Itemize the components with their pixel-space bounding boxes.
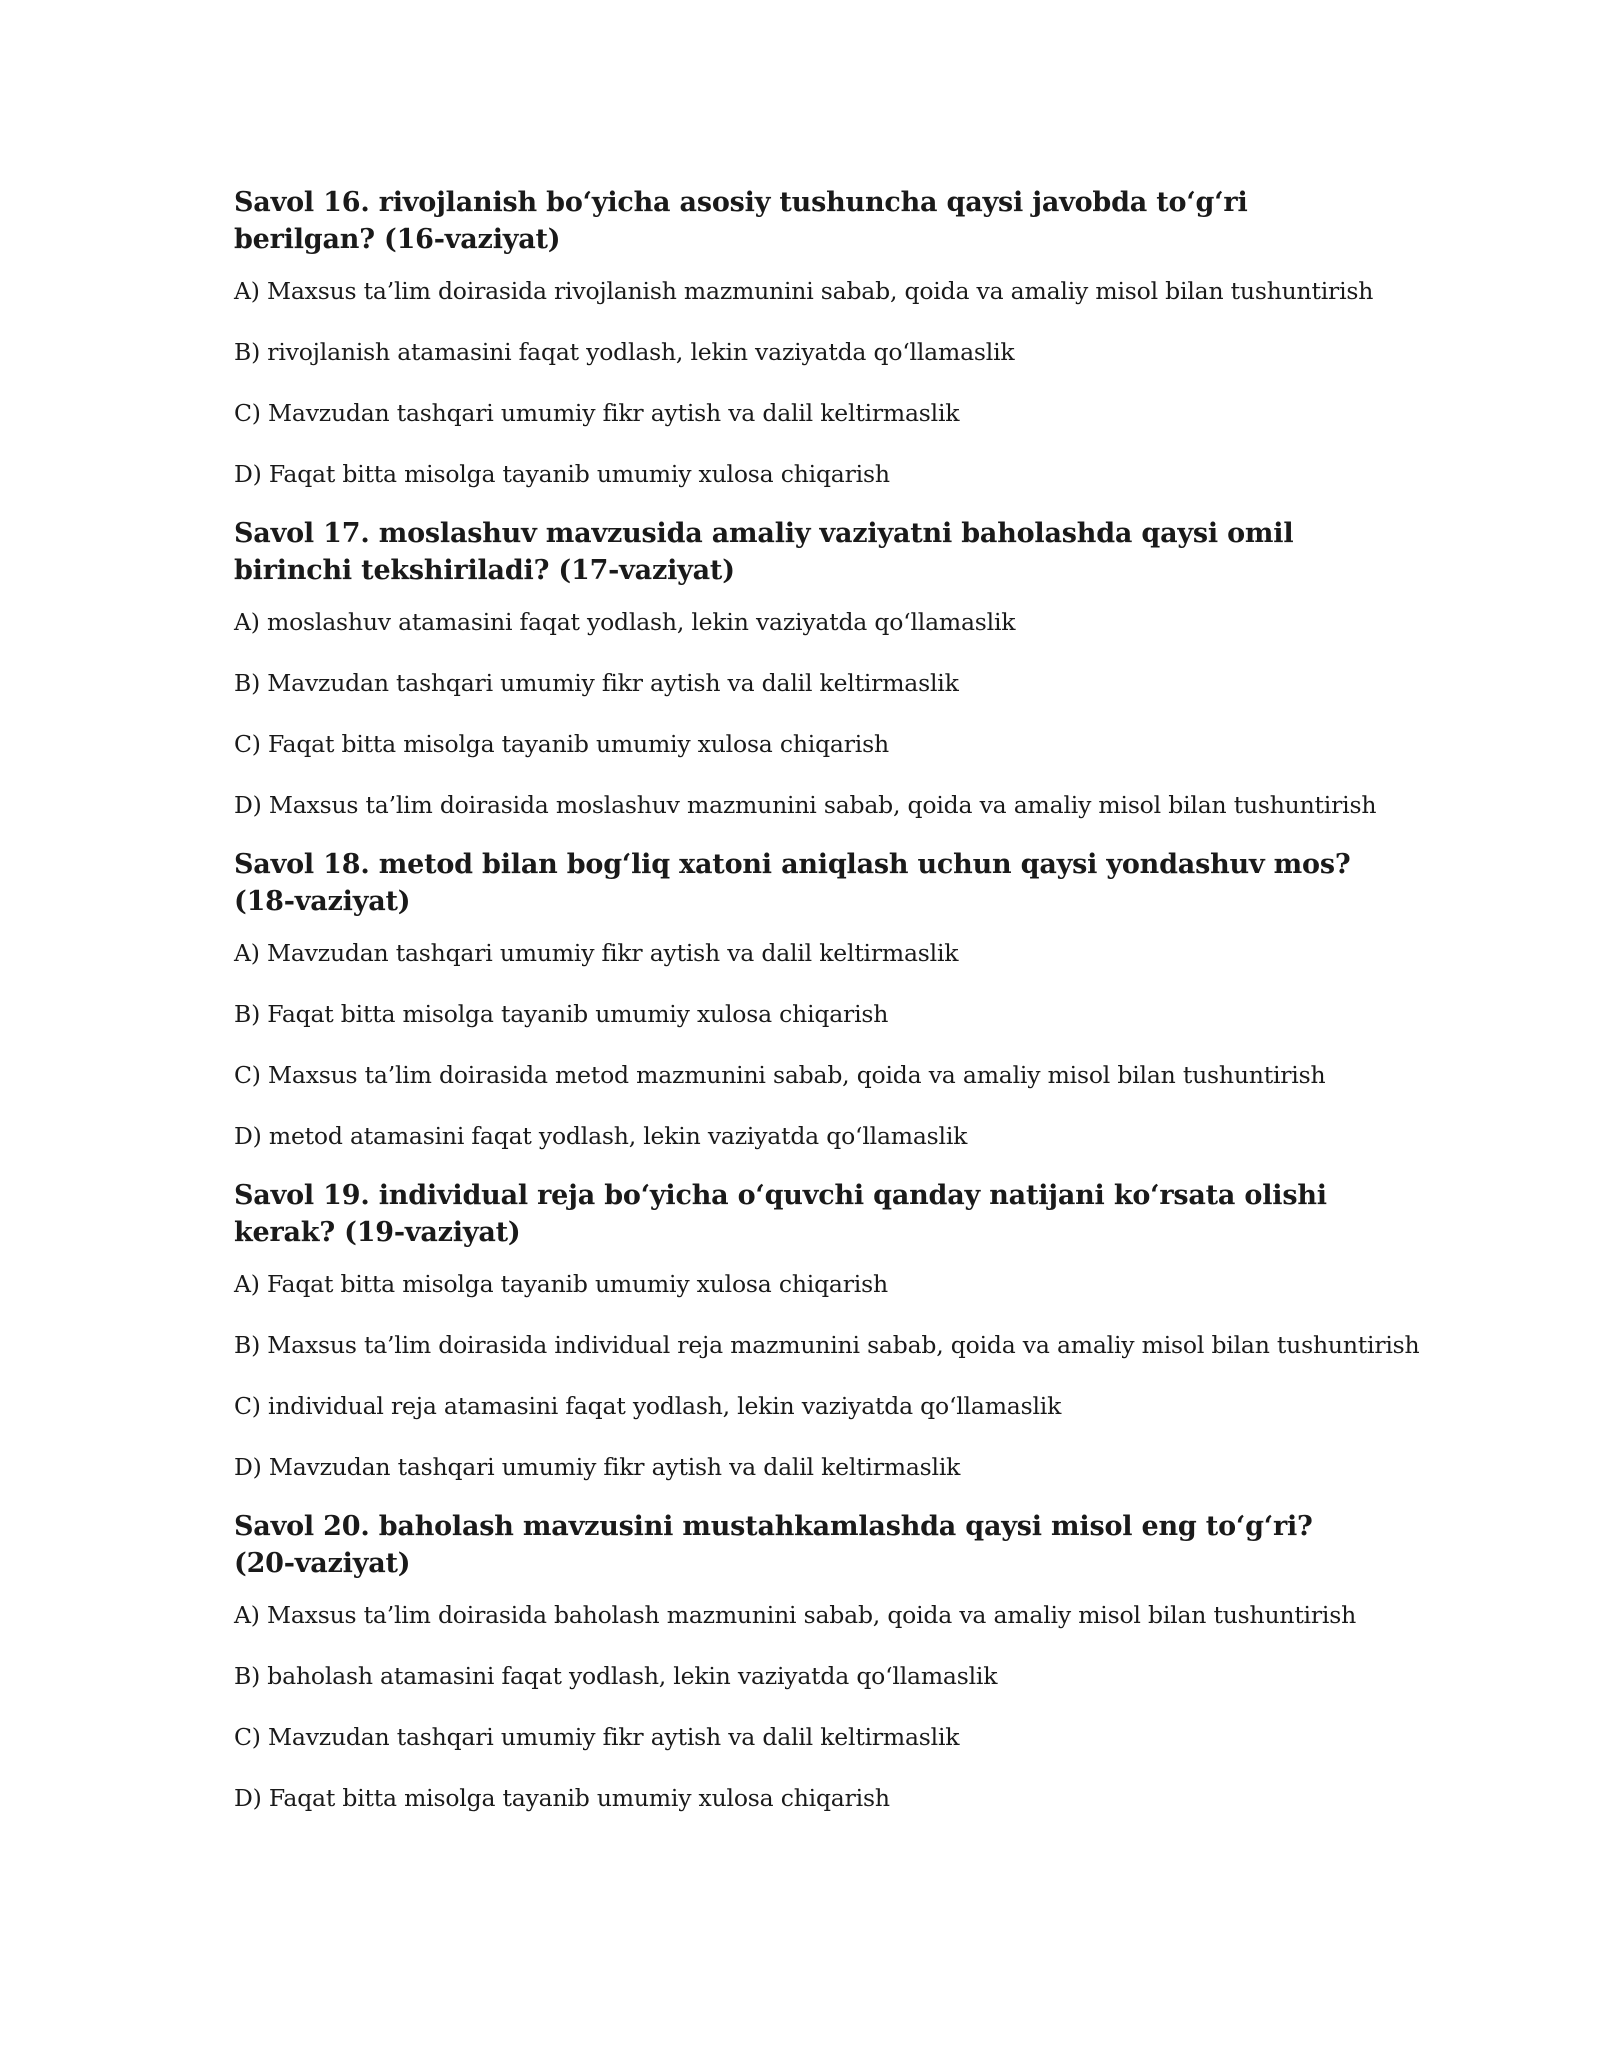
question-16 xyxy=(234,184,1374,489)
answer-option-c: C) Faqat bitta misolga tayanib umumiy xulosa chiqarish xyxy=(234,730,889,758)
answer-option-a: A) Faqat bitta misolga tayanib umumiy xulosa chiqarish xyxy=(234,1270,888,1298)
answer-option-d: D) Faqat bitta misolga tayanib umumiy xulosa chiqarish xyxy=(234,460,890,488)
answer-option-c: C) Maxsus ta’lim doirasida metod mazmunini sabab, qoida va amaliy misol bilan tushuntirish xyxy=(234,1061,1326,1089)
answer-option-d: D) metod atamasini faqat yodlash, lekin vaziyatda qo‘llamaslik xyxy=(234,1122,968,1150)
answer-option-c: C) individual reja atamasini faqat yodlash, lekin vaziyatda qo‘llamaslik xyxy=(234,1392,1062,1420)
answer-option-a: A) Maxsus ta’lim doirasida rivojlanish mazmunini sabab, qoida va amaliy misol bilan tushuntirish xyxy=(234,277,1374,305)
answer-option-d: D) Faqat bitta misolga tayanib umumiy xulosa chiqarish xyxy=(234,1784,890,1812)
answer-option-b: B) Maxsus ta’lim doirasida individual reja mazmunini sabab, qoida va amaliy misol bilan tushuntirish xyxy=(234,1331,1420,1359)
question-list xyxy=(234,184,1420,1844)
question-19 xyxy=(234,1177,1420,1482)
answer-option-c: C) Mavzudan tashqari umumiy fikr aytish va dalil keltirmaslik xyxy=(234,399,960,427)
answer-option-b: B) baholash atamasini faqat yodlash, lekin vaziyatda qo‘llamaslik xyxy=(234,1662,998,1690)
answer-option-c: C) Mavzudan tashqari umumiy fikr aytish va dalil keltirmaslik xyxy=(234,1723,960,1751)
answer-option-a: A) moslashuv atamasini faqat yodlash, lekin vaziyatda qo‘llamaslik xyxy=(234,608,1016,636)
answer-option-a: A) Mavzudan tashqari umumiy fikr aytish va dalil keltirmaslik xyxy=(234,939,959,967)
answer-option-d: D) Maxsus ta’lim doirasida moslashuv mazmunini sabab, qoida va amaliy misol bilan tushuntirish xyxy=(234,791,1377,819)
question-title: Savol 16. rivojlanish bo‘yicha asosiy tushuncha qaysi javobda to‘g‘ri berilgan? (16-vaziyat) xyxy=(234,187,1248,255)
answer-option-d: D) Mavzudan tashqari umumiy fikr aytish va dalil keltirmaslik xyxy=(234,1453,961,1481)
answer-option-b: B) Mavzudan tashqari umumiy fikr aytish va dalil keltirmaslik xyxy=(234,669,959,697)
question-title: Savol 18. metod bilan bog‘liq xatoni aniqlash uchun qaysi yondashuv mos? (18-vaziyat) xyxy=(234,849,1351,917)
answer-option-b: B) rivojlanish atamasini faqat yodlash, lekin vaziyatda qo‘llamaslik xyxy=(234,338,1015,366)
answer-option-b: B) Faqat bitta misolga tayanib umumiy xulosa chiqarish xyxy=(234,1000,889,1028)
question-title: Savol 17. moslashuv mavzusida amaliy vaziyatni baholashda qaysi omil birinchi tekshiriladi? (17-vaziyat) xyxy=(234,518,1294,586)
question-title: Savol 20. baholash mavzusini mustahkamlashda qaysi misol eng to‘g‘ri? (20-vaziyat) xyxy=(234,1511,1313,1579)
question-18 xyxy=(234,846,1364,1151)
question-17 xyxy=(234,515,1377,820)
answer-option-a: A) Maxsus ta’lim doirasida baholash mazmunini sabab, qoida va amaliy misol bilan tushuntirish xyxy=(234,1601,1357,1629)
question-title: Savol 19. individual reja bo‘yicha o‘quvchi qanday natijani ko‘rsata olishi kerak? (19-vaziyat) xyxy=(234,1180,1327,1248)
question-20 xyxy=(234,1508,1364,1813)
